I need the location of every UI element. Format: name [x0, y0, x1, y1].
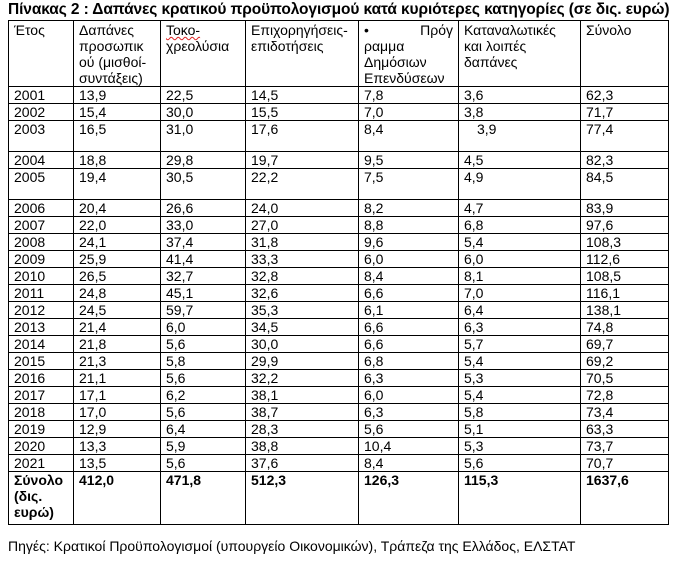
- cell-personnel: 21,1: [74, 370, 161, 387]
- table-row: [9, 336, 669, 353]
- table-row: [9, 169, 669, 200]
- cell-pip: 5,6: [359, 421, 459, 438]
- table-row: [9, 438, 669, 455]
- cell-personnel: 26,5: [74, 268, 161, 285]
- table-row: [9, 217, 669, 234]
- cell-year: 2007: [9, 217, 74, 234]
- cell-consumption: 3,9: [459, 121, 581, 152]
- cell-pip: 7,5: [359, 169, 459, 200]
- cell-consumption: 7,0: [459, 285, 581, 302]
- cell-consumption: 6,3: [459, 319, 581, 336]
- cell-total: 70,5: [581, 370, 669, 387]
- total-public-investment: 126,3: [359, 472, 459, 525]
- header-debt-service: Τοκο- χρεολύσια: [161, 21, 246, 87]
- cell-year: 2015: [9, 353, 74, 370]
- table-row: [9, 285, 669, 302]
- cell-year: 2005: [9, 169, 74, 200]
- cell-total: 82,3: [581, 152, 669, 169]
- cell-consumption: 5,1: [459, 421, 581, 438]
- cell-consumption: 5,4: [459, 234, 581, 251]
- cell-total: 71,7: [581, 104, 669, 121]
- cell-personnel: 21,8: [74, 336, 161, 353]
- table-row: [9, 319, 669, 336]
- cell-debt-service: 59,7: [161, 302, 246, 319]
- header-subsidies: Επιχορηγήσεις- επιδοτήσεις: [246, 21, 359, 87]
- budget-expenditure-table: [8, 20, 669, 525]
- bullet-icon: •: [364, 22, 369, 38]
- cell-total: 77,4: [581, 121, 669, 152]
- cell-pip: 8,4: [359, 268, 459, 285]
- cell-subsidies: 35,3: [246, 302, 359, 319]
- cell-subsidies: 27,0: [246, 217, 359, 234]
- cell-personnel: 20,4: [74, 200, 161, 217]
- spellcheck-word: Τοκο-: [166, 22, 201, 38]
- cell-subsidies: 14,5: [246, 87, 359, 104]
- cell-personnel: 24,1: [74, 234, 161, 251]
- table-row: [9, 302, 669, 319]
- cell-personnel: 24,5: [74, 302, 161, 319]
- table-title: Πίνακας 2 : Δαπάνες κρατικού προϋπολογισμού κατά κυριότερες κατηγορίες (σε δις. ευρώ): [8, 1, 670, 18]
- cell-consumption: 5,4: [459, 353, 581, 370]
- cell-consumption: 4,7: [459, 200, 581, 217]
- cell-debt-service: 6,2: [161, 387, 246, 404]
- cell-subsidies: 38,7: [246, 404, 359, 421]
- table-row: [9, 251, 669, 268]
- cell-total: 70,7: [581, 455, 669, 472]
- cell-personnel: 19,4: [74, 169, 161, 200]
- cell-debt-service: 5,6: [161, 455, 246, 472]
- cell-personnel: 15,4: [74, 104, 161, 121]
- cell-debt-service: 31,0: [161, 121, 246, 152]
- cell-subsidies: 28,3: [246, 421, 359, 438]
- cell-personnel: 25,9: [74, 251, 161, 268]
- cell-debt-service: 5,6: [161, 336, 246, 353]
- source-note: Πηγές: Κρατικοί Προϋπολογισμοί (υπουργείο Οικονομικών), Τράπεζα της Ελλάδος, ΕΛΣΤΑΤ: [8, 538, 576, 554]
- cell-year: 2002: [9, 104, 74, 121]
- table-row: [9, 87, 669, 104]
- cell-pip: 6,6: [359, 285, 459, 302]
- cell-personnel: 13,3: [74, 438, 161, 455]
- cell-subsidies: 30,0: [246, 336, 359, 353]
- cell-consumption: 3,6: [459, 87, 581, 104]
- cell-pip: 6,0: [359, 387, 459, 404]
- cell-debt-service: 30,0: [161, 104, 246, 121]
- cell-pip: 6,8: [359, 353, 459, 370]
- cell-debt-service: 45,1: [161, 285, 246, 302]
- header-consumption: Καταναλωτικές και λοιπές δαπάνες: [459, 21, 581, 87]
- cell-personnel: 18,8: [74, 152, 161, 169]
- cell-year: 2006: [9, 200, 74, 217]
- cell-personnel: 22,0: [74, 217, 161, 234]
- cell-subsidies: 37,6: [246, 455, 359, 472]
- cell-pip: 9,5: [359, 152, 459, 169]
- table-row: [9, 421, 669, 438]
- cell-pip: 6,1: [359, 302, 459, 319]
- table-row: [9, 268, 669, 285]
- cell-pip: 10,4: [359, 438, 459, 455]
- cell-personnel: 13,5: [74, 455, 161, 472]
- cell-personnel: 21,4: [74, 319, 161, 336]
- cell-pip: 6,6: [359, 319, 459, 336]
- cell-debt-service: 37,4: [161, 234, 246, 251]
- cell-year: 2019: [9, 421, 74, 438]
- cell-total: 108,3: [581, 234, 669, 251]
- cell-subsidies: 38,1: [246, 387, 359, 404]
- cell-subsidies: 31,8: [246, 234, 359, 251]
- table-row: [9, 455, 669, 472]
- cell-subsidies: 32,2: [246, 370, 359, 387]
- cell-year: 2008: [9, 234, 74, 251]
- total-debt-service: 471,8: [161, 472, 246, 525]
- cell-total: 63,3: [581, 421, 669, 438]
- table-row: [9, 104, 669, 121]
- cell-consumption: 5,3: [459, 370, 581, 387]
- cell-pip: 8,8: [359, 217, 459, 234]
- cell-year: 2011: [9, 285, 74, 302]
- table-row: [9, 200, 669, 217]
- cell-personnel: 24,8: [74, 285, 161, 302]
- cell-personnel: 12,9: [74, 421, 161, 438]
- table-row: [9, 121, 669, 152]
- cell-subsidies: 17,6: [246, 121, 359, 152]
- cell-consumption: 6,0: [459, 251, 581, 268]
- cell-subsidies: 38,8: [246, 438, 359, 455]
- cell-consumption: 5,4: [459, 387, 581, 404]
- cell-pip: 7,8: [359, 87, 459, 104]
- cell-debt-service: 32,7: [161, 268, 246, 285]
- total-subsidies: 512,3: [246, 472, 359, 525]
- cell-consumption: 5,7: [459, 336, 581, 353]
- cell-year: 2010: [9, 268, 74, 285]
- cell-pip: 6,3: [359, 404, 459, 421]
- cell-year: 2012: [9, 302, 74, 319]
- cell-subsidies: 22,2: [246, 169, 359, 200]
- cell-year: 2001: [9, 87, 74, 104]
- cell-total: 84,5: [581, 169, 669, 200]
- cell-year: 2014: [9, 336, 74, 353]
- cell-total: 112,6: [581, 251, 669, 268]
- cell-total: 108,5: [581, 268, 669, 285]
- cell-consumption: 5,6: [459, 455, 581, 472]
- cell-personnel: 13,9: [74, 87, 161, 104]
- cell-total: 73,7: [581, 438, 669, 455]
- cell-debt-service: 33,0: [161, 217, 246, 234]
- cell-subsidies: 15,5: [246, 104, 359, 121]
- cell-consumption: 4,9: [459, 169, 581, 200]
- cell-total: 62,3: [581, 87, 669, 104]
- cell-year: 2004: [9, 152, 74, 169]
- cell-debt-service: 29,8: [161, 152, 246, 169]
- totals-row: [9, 472, 669, 525]
- cell-year: 2003: [9, 121, 74, 152]
- header-year: Έτος: [9, 21, 74, 87]
- cell-consumption: 4,5: [459, 152, 581, 169]
- cell-subsidies: 24,0: [246, 200, 359, 217]
- header-total: Σύνολο: [581, 21, 669, 87]
- cell-debt-service: 6,4: [161, 421, 246, 438]
- cell-debt-service: 6,0: [161, 319, 246, 336]
- cell-personnel: 17,1: [74, 387, 161, 404]
- cell-year: 2018: [9, 404, 74, 421]
- cell-personnel: 21,3: [74, 353, 161, 370]
- cell-pip: 8,4: [359, 455, 459, 472]
- table-row: [9, 404, 669, 421]
- cell-pip: 6,3: [359, 370, 459, 387]
- cell-year: 2016: [9, 370, 74, 387]
- cell-subsidies: 29,9: [246, 353, 359, 370]
- cell-pip: 8,2: [359, 200, 459, 217]
- total-total: 1637,6: [581, 472, 669, 525]
- totals-label: Σύνολο (δις. ευρώ): [9, 472, 74, 525]
- cell-total: 72,8: [581, 387, 669, 404]
- cell-consumption: 6,4: [459, 302, 581, 319]
- cell-total: 74,8: [581, 319, 669, 336]
- cell-year: 2013: [9, 319, 74, 336]
- table-row: [9, 234, 669, 251]
- cell-pip: 8,4: [359, 121, 459, 152]
- cell-consumption: 3,8: [459, 104, 581, 121]
- cell-consumption: 6,8: [459, 217, 581, 234]
- header-row: [9, 21, 669, 87]
- cell-pip: 7,0: [359, 104, 459, 121]
- cell-consumption: 5,3: [459, 438, 581, 455]
- cell-total: 83,9: [581, 200, 669, 217]
- cell-pip: 6,0: [359, 251, 459, 268]
- cell-pip: 6,6: [359, 336, 459, 353]
- cell-subsidies: 34,5: [246, 319, 359, 336]
- cell-year: 2021: [9, 455, 74, 472]
- cell-total: 73,4: [581, 404, 669, 421]
- cell-subsidies: 32,8: [246, 268, 359, 285]
- cell-total: 69,2: [581, 353, 669, 370]
- cell-subsidies: 33,3: [246, 251, 359, 268]
- cell-total: 97,6: [581, 217, 669, 234]
- cell-debt-service: 5,9: [161, 438, 246, 455]
- cell-subsidies: 19,7: [246, 152, 359, 169]
- cell-year: 2009: [9, 251, 74, 268]
- cell-consumption: 8,1: [459, 268, 581, 285]
- cell-subsidies: 32,6: [246, 285, 359, 302]
- total-consumption: 115,3: [459, 472, 581, 525]
- cell-debt-service: 30,5: [161, 169, 246, 200]
- cell-debt-service: 5,6: [161, 404, 246, 421]
- cell-debt-service: 5,8: [161, 353, 246, 370]
- table-row: [9, 387, 669, 404]
- cell-personnel: 17,0: [74, 404, 161, 421]
- cell-total: 138,1: [581, 302, 669, 319]
- cell-personnel: 16,5: [74, 121, 161, 152]
- cell-total: 69,7: [581, 336, 669, 353]
- total-personnel: 412,0: [74, 472, 161, 525]
- cell-consumption: 5,8: [459, 404, 581, 421]
- cell-total: 116,1: [581, 285, 669, 302]
- cell-pip: 9,6: [359, 234, 459, 251]
- cell-debt-service: 5,6: [161, 370, 246, 387]
- cell-year: 2017: [9, 387, 74, 404]
- cell-debt-service: 26,6: [161, 200, 246, 217]
- header-public-investment: • Πρόγ ραμμα Δημόσιων Επενδύσεων: [359, 21, 459, 87]
- header-personnel: Δαπάνες προσωπικ ού (μισθοί- συντάξεις): [74, 21, 161, 87]
- table-row: [9, 353, 669, 370]
- cell-year: 2020: [9, 438, 74, 455]
- table-row: [9, 152, 669, 169]
- table-row: [9, 370, 669, 387]
- cell-debt-service: 22,5: [161, 87, 246, 104]
- cell-debt-service: 41,4: [161, 251, 246, 268]
